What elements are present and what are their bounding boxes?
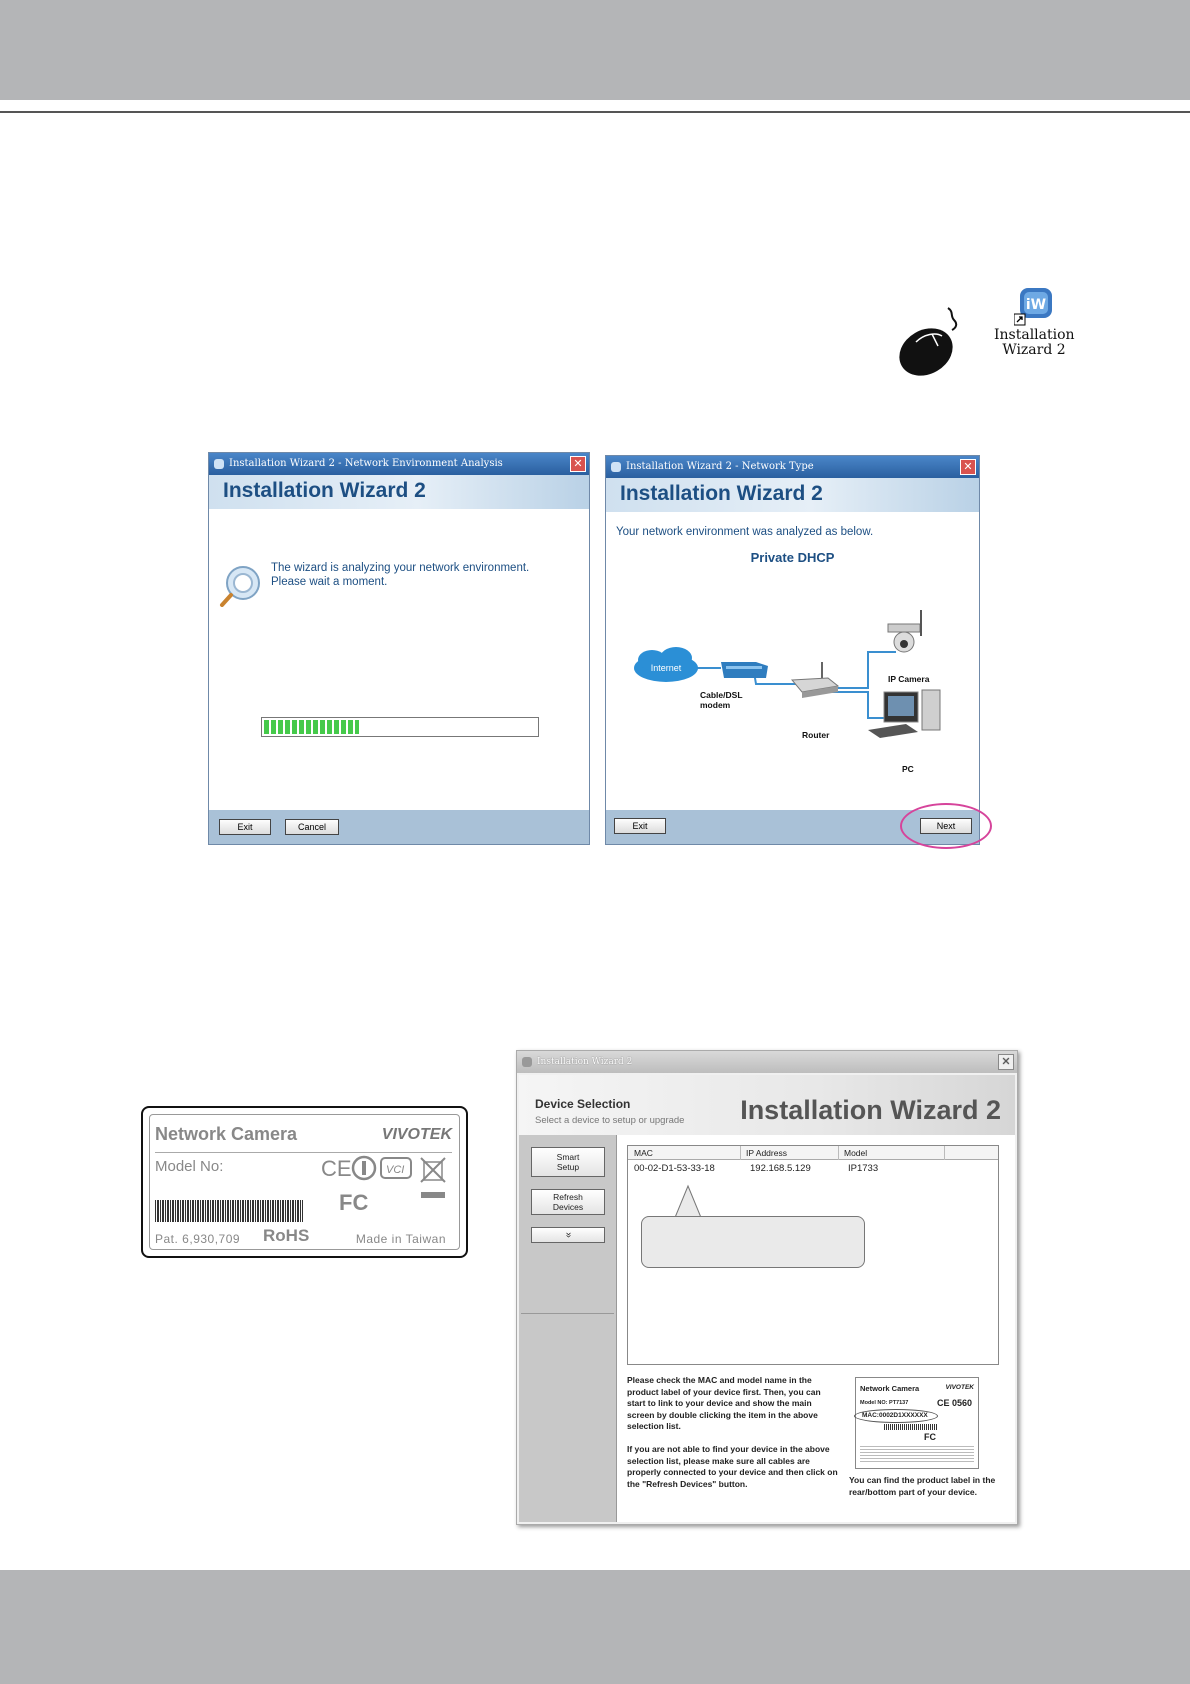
magnifier-icon [219, 565, 261, 607]
product-label-thumbnail [855, 1377, 979, 1469]
row-model: IP1733 [848, 1163, 879, 1174]
ip-camera-label: IP Camera [888, 674, 930, 684]
column-model[interactable]: Model [844, 1148, 868, 1158]
pc-icon [868, 690, 940, 738]
mini-label-title: Network Camera [860, 1384, 920, 1393]
banner-title: Installation Wizard 2 [620, 482, 823, 505]
title-bar[interactable] [517, 1051, 1017, 1073]
device-selection-dialog [516, 1050, 1018, 1525]
certification-marks-icon [321, 1154, 451, 1224]
row-ip: 192.168.5.129 [750, 1163, 811, 1174]
label-location-note: You can find the product label in the rear/bottom part of your device. [849, 1475, 996, 1497]
dialog-footer [209, 810, 589, 844]
section-subheading: Select a device to setup or upgrade [535, 1115, 685, 1126]
main-panel [617, 1135, 1015, 1522]
footer-band [0, 1570, 1190, 1684]
router-icon [792, 662, 838, 698]
product-label-rohs: RoHS [263, 1226, 310, 1245]
device-list[interactable] [627, 1145, 999, 1365]
network-diagram [606, 606, 981, 776]
network-type-label: Private DHCP [750, 550, 835, 565]
wizard-title: Installation Wizard 2 [740, 1095, 1001, 1125]
mini-label-fine-print [860, 1444, 974, 1464]
callout-pointer [668, 1184, 708, 1220]
product-label-made-in: Made in Taiwan [355, 1232, 446, 1246]
row-mac: 00-02-D1-53-33-18 [634, 1163, 715, 1174]
section-heading: Device Selection [535, 1097, 631, 1111]
window-title: Installation Wizard 2 - Network Environment Analysis [229, 458, 503, 469]
mini-label-fcc: FC [924, 1432, 936, 1442]
desktop-icon-caption: Installation Wizard 2 [994, 327, 1075, 358]
app-icon [611, 462, 621, 472]
link-router-camera [826, 652, 896, 688]
column-mac[interactable]: MAC [634, 1148, 653, 1158]
installation-wizard-desktop-icon[interactable] [994, 286, 1074, 366]
sidebar-divider [521, 1313, 614, 1314]
mouse-icon [896, 306, 964, 378]
mini-barcode [884, 1424, 938, 1430]
exit-button[interactable]: Exit [219, 819, 271, 835]
table-row[interactable] [628, 1162, 998, 1176]
analysis-message: The wizard is analyzing your network environment. Please wait a moment. [271, 562, 530, 588]
progress-bar [261, 717, 539, 737]
link-router-pc [826, 692, 886, 718]
callout-bubble [641, 1216, 865, 1268]
wizard-banner [209, 475, 589, 509]
close-icon[interactable]: ✕ [960, 459, 976, 475]
chevron-down-icon: » [563, 1232, 574, 1238]
next-button[interactable]: Next [920, 818, 972, 834]
expand-button[interactable] [531, 1227, 605, 1243]
installation-wizard-2-icon [1014, 286, 1054, 326]
ip-camera-icon [888, 610, 922, 652]
cancel-button[interactable]: Cancel [285, 819, 339, 835]
close-icon[interactable]: ✕ [998, 1054, 1014, 1070]
modem-label: Cable/DSL modem [700, 690, 743, 710]
close-icon[interactable]: ✕ [570, 456, 586, 472]
help-text: Please check the MAC and model name in the product label of your device first. Then, you can start to link to your device and show the main screen by double clicking the item in the above selection list. If you are not able to find your device in the above selection list, please make sure all cables are properly connected to your device and then click on the "Refresh Devices" button. [627, 1375, 838, 1489]
wizard-header [519, 1075, 1015, 1135]
window-title: Installation Wizard 2 [537, 1057, 633, 1067]
mini-label-model: Model NO: PT7137 [860, 1400, 909, 1406]
wizard-banner [606, 478, 979, 512]
mini-label-mac: MAC:0002D1XXXXXX [862, 1412, 928, 1419]
device-list-header [628, 1146, 998, 1160]
sidebar [519, 1135, 617, 1522]
header-band [0, 0, 1190, 100]
refresh-devices-button[interactable]: Refresh Devices [531, 1189, 605, 1215]
svg-text:VCI: VCI [386, 1164, 405, 1176]
router-label: Router [802, 730, 830, 740]
mini-label-brand: VIVOTEK [945, 1384, 974, 1391]
internet-label: Internet [650, 663, 682, 673]
product-label-brand: VIVOTEK [381, 1126, 452, 1143]
header-rule [0, 111, 1190, 113]
product-label-patent: Pat. 6,930,709 [155, 1232, 241, 1246]
network-analysis-dialog [208, 452, 590, 845]
svg-text:CE: CE [321, 1156, 352, 1181]
svg-text:FC: FC [339, 1190, 369, 1215]
smart-setup-button[interactable]: Smart Setup [531, 1147, 605, 1177]
exit-button[interactable]: Exit [614, 818, 666, 834]
network-type-dialog [605, 455, 980, 845]
product-label-title: Network Camera [155, 1124, 298, 1144]
mini-label-ce: CE 0560 [936, 1398, 972, 1408]
window-title: Installation Wizard 2 - Network Type [626, 461, 814, 472]
pc-label: PC [902, 764, 914, 774]
column-ip-address[interactable]: IP Address [746, 1148, 787, 1158]
app-icon [214, 459, 224, 469]
banner-title: Installation Wizard 2 [223, 479, 426, 502]
barcode [155, 1200, 303, 1222]
next-highlight-ring [900, 803, 992, 849]
title-bar[interactable] [209, 453, 589, 475]
app-icon [522, 1057, 532, 1067]
product-label-model: Model No: [155, 1158, 224, 1175]
title-bar[interactable] [606, 456, 979, 478]
product-label [141, 1106, 468, 1258]
product-label-rule [155, 1152, 452, 1153]
modem-icon [721, 662, 768, 678]
analysis-result-message: Your network environment was analyzed as below. [616, 526, 874, 538]
mac-highlight-ring [854, 1409, 938, 1423]
svg-text:iW: iW [1025, 297, 1047, 313]
progress-fill [264, 720, 359, 734]
